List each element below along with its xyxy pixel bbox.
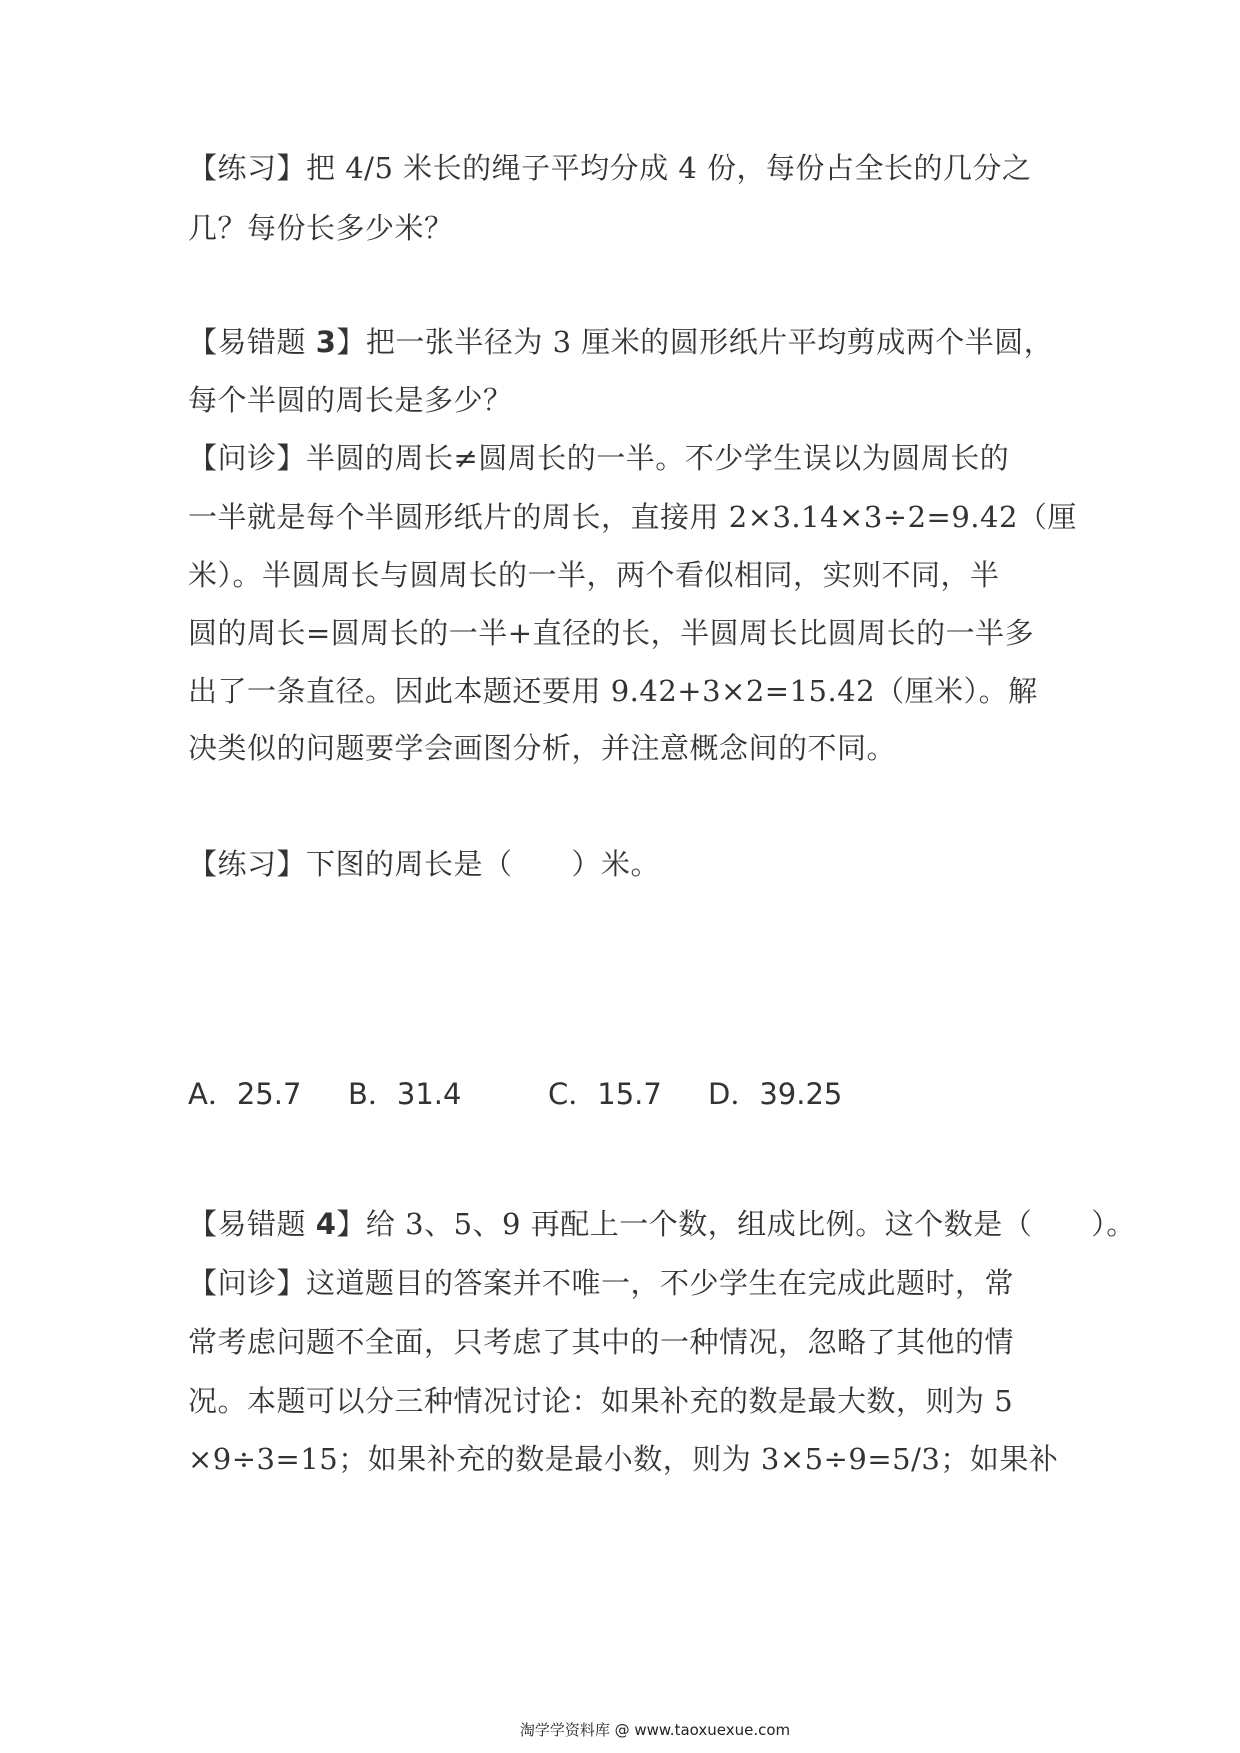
error-question-4-line-1 <box>188 1206 1136 1242</box>
option-c: C．15.7 <box>548 1077 662 1111</box>
diagnosis-3-line-5: 出了一条直径。因此本题还要用 9.42+3×2=15.42（厘米）。解 <box>188 674 1038 708</box>
practice-2-line-1: 【练习】下图的周长是（ ）米。 <box>188 847 661 881</box>
diagnosis-4-line-2: 常考虑问题不全面，只考虑了其中的一种情况，忽略了其他的情 <box>188 1325 1015 1359</box>
error-question-3-number: 3 <box>315 325 337 359</box>
error-question-3-line-2: 每个半圆的周长是多少？ <box>188 383 513 417</box>
diagnosis-4-line-3: 况。本题可以分三种情况讨论：如果补充的数是最大数，则为 5 <box>188 1384 1014 1418</box>
error-question-3-label-close: 】 <box>336 325 366 359</box>
error-question-3-label-open: 【易错题 <box>188 325 316 359</box>
footer-watermark: 淘学学资料库 @ www.taoxuexue.com <box>519 1721 791 1739</box>
diagnosis-3-line-1: 【问诊】半圆的周长≠圆周长的一半。不少学生误以为圆周长的 <box>188 441 1010 475</box>
diagnosis-3-line-3: 米）。半圆周长与圆周长的一半，两个看似相同，实则不同，半 <box>188 558 1000 592</box>
diagnosis-3-line-2: 一半就是每个半圆形纸片的周长，直接用 2×3.14×3÷2=9.42（厘 <box>188 500 1077 534</box>
practice-1-line-1: 【练习】把 4/5 米长的绳子平均分成 4 份，每份占全长的几分之 <box>188 151 1032 185</box>
option-a: A．25.7 <box>188 1077 302 1111</box>
error-question-3-text: 把一张半径为 3 厘米的圆形纸片平均剪成两个半圆， <box>365 325 1054 359</box>
diagnosis-4-line-4: ×9÷3=15；如果补充的数是最小数，则为 3×5÷9=5/3；如果补 <box>188 1442 1059 1476</box>
diagnosis-3-line-6: 决类似的问题要学会画图分析，并注意概念间的不同。 <box>188 731 897 765</box>
option-b: B．31.4 <box>348 1077 462 1111</box>
error-question-3-line-1 <box>188 324 1053 360</box>
diagnosis-3-line-4: 圆的周长=圆周长的一半+直径的长，半圆周长比圆周长的一半多 <box>188 616 1035 650</box>
error-question-4-number: 4 <box>315 1207 337 1241</box>
option-d: D．39.25 <box>708 1077 843 1111</box>
error-question-4-label-close: 】 <box>336 1207 366 1241</box>
practice-1-line-2: 几？每份长多少米？ <box>188 211 454 245</box>
error-question-4-label-open: 【易错题 <box>188 1207 316 1241</box>
error-question-4-text: 给 3、5、9 再配上一个数，组成比例。这个数是（ ）。 <box>365 1207 1136 1241</box>
diagnosis-4-line-1: 【问诊】这道题目的答案并不唯一，不少学生在完成此题时，常 <box>188 1266 1015 1300</box>
